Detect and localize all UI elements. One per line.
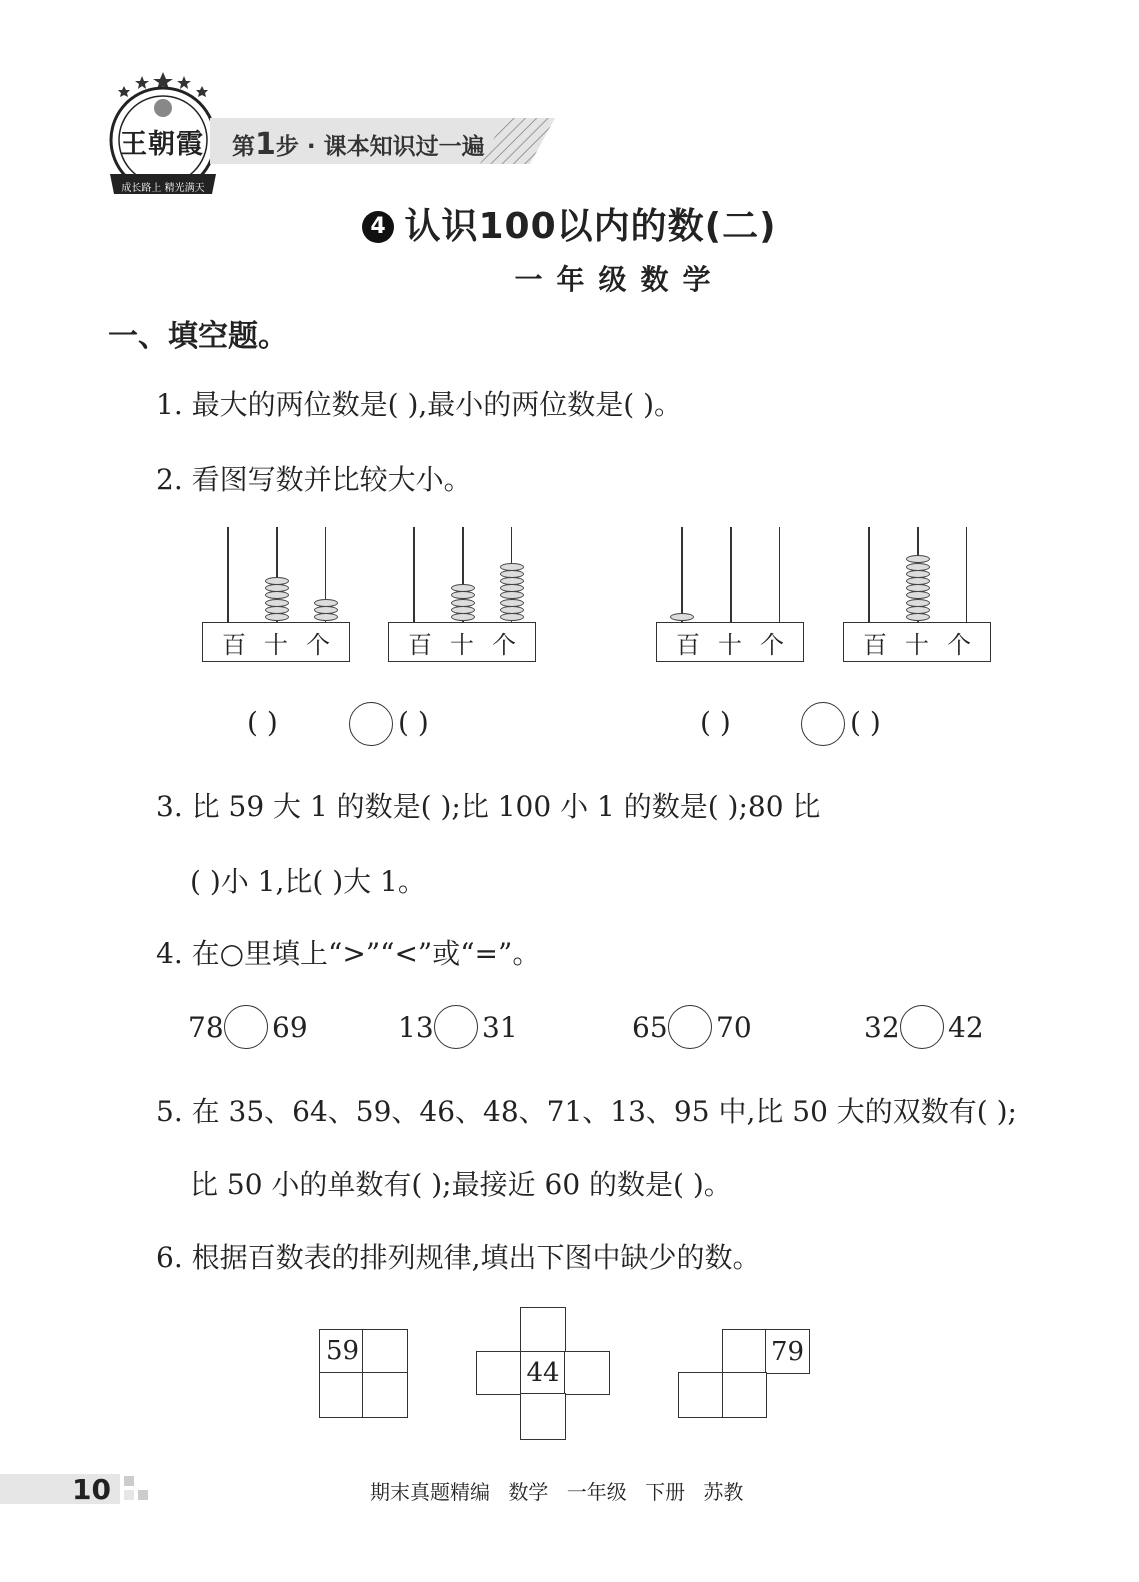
abacus-place-label: 百 [863,630,887,659]
abacus-rod [966,527,968,622]
abacus-bead [314,613,338,621]
abacus-rod [227,527,229,622]
abacus-bead [906,606,930,614]
abacus-place-label: 个 [947,630,971,659]
grid-cell-blank[interactable] [520,1393,566,1440]
abacus-bead [500,599,524,607]
question-6: 6. 根据百数表的排列规律,填出下图中缺少的数。 [156,1241,761,1274]
abacus-frame [202,622,350,662]
compare-right-number: 69 [272,1011,308,1044]
grid-cell-blank[interactable] [678,1372,724,1418]
compare-left-number: 78 [188,1011,224,1044]
grid-cell-blank[interactable] [362,1372,408,1418]
abacus-place-label: 个 [760,630,784,659]
abacus-place-label: 百 [676,630,700,659]
compare-left-blank-1[interactable]: ( ) [247,706,278,739]
abacus-bead [500,606,524,614]
footer-book-info: 期末真题精编 数学 一年级 下册 苏教 [370,1480,744,1504]
abacus-bead [906,591,930,599]
compare-circle-2[interactable] [801,702,845,746]
abacus-bead [265,591,289,599]
question-2: 2. 看图写数并比较大小。 [156,463,472,496]
question-3-line-2: ( )小 1,比( )大 1。 [190,865,426,898]
abacus-place-label: 个 [492,630,516,659]
lesson-subtitle: 一年级数学 [514,263,725,296]
compare-left-number: 65 [632,1011,668,1044]
abacus-bead [451,613,475,621]
logo-motto: 成长路上 精光满天 [121,183,205,194]
compare-right-number: 31 [482,1011,518,1044]
abacus-place-label: 十 [450,630,474,659]
abacus-bead [906,613,930,621]
section-heading: 一、填空题。 [108,319,288,354]
step-number: 1 [255,127,276,162]
abacus-place-label: 个 [306,630,330,659]
compare-circle[interactable] [900,1005,944,1049]
abacus-bead [451,606,475,614]
question-3-line-1: 3. 比 59 大 1 的数是( );比 100 小 1 的数是( );80 比 [156,790,821,823]
page-number: 10 [72,1473,111,1506]
abacus-bead [500,570,524,578]
abacus-bead [451,591,475,599]
abacus-bead [451,599,475,607]
abacus-bead [314,599,338,607]
grid-cell-blank[interactable] [722,1372,767,1418]
question-4: 4. 在○里填上“>”“<”或“=”。 [156,937,541,970]
abacus-place-label: 十 [264,630,288,659]
grid-cell-given: 59 [319,1329,364,1374]
abacus-bead [906,563,930,571]
abacus-frame [656,622,804,662]
compare-left-number: 32 [864,1011,900,1044]
abacus-bead [500,563,524,571]
abacus-bead [906,599,930,607]
abacus-bead [906,555,930,563]
abacus-bead [500,577,524,585]
abacus-bead [500,591,524,599]
abacus-bead [265,606,289,614]
compare-right-blank-1[interactable]: ( ) [398,706,429,739]
question-1: 1. 最大的两位数是( ),最小的两位数是( )。 [156,388,683,421]
grid-cell-blank[interactable] [564,1351,610,1395]
lesson-title [0,198,1139,249]
abacus-place-label: 十 [718,630,742,659]
compare-circle[interactable] [668,1005,712,1049]
abacus-bead [314,606,338,614]
abacus-bead [906,570,930,578]
abacus-frame [388,622,536,662]
compare-right-number: 70 [716,1011,752,1044]
abacus-place-label: 百 [222,630,246,659]
abacus-bead [906,577,930,585]
compare-right-number: 42 [948,1011,984,1044]
abacus-bead [500,584,524,592]
abacus-rod [681,527,683,622]
grid-cell-blank[interactable] [722,1329,767,1374]
grid-cell-given: 79 [765,1329,810,1374]
lesson-title-text: 认识100以内的数(二) [404,206,777,247]
step-suffix: 步 · 课本知识过一遍 [275,134,485,160]
step-prefix: 第 [232,134,255,160]
abacus-bead [500,613,524,621]
abacus-bead [906,584,930,592]
abacus-rod [779,527,781,622]
abacus-rod [413,527,415,622]
compare-circle[interactable] [224,1005,268,1049]
abacus-bead [451,584,475,592]
compare-left-blank-2[interactable]: ( ) [700,706,731,739]
compare-circle[interactable] [434,1005,478,1049]
abacus-rod [868,527,870,622]
logo-name: 王朝霞 [120,129,204,160]
abacus-bead [265,613,289,621]
grid-cell-blank[interactable] [362,1329,408,1374]
grid-cell-blank[interactable] [476,1351,522,1395]
abacus-bead [670,613,694,621]
abacus-place-label: 百 [408,630,432,659]
lesson-number-badge: 4 [362,211,394,243]
grid-cell-blank[interactable] [520,1307,566,1353]
grid-cell-given: 44 [520,1351,566,1395]
compare-right-blank-2[interactable]: ( ) [850,706,881,739]
compare-circle-1[interactable] [349,702,393,746]
abacus-bead [265,599,289,607]
compare-left-number: 13 [398,1011,434,1044]
abacus-bead [265,584,289,592]
grid-cell-blank[interactable] [319,1372,364,1418]
abacus-rod [730,527,732,622]
abacus-frame [843,622,991,662]
step-label [232,127,485,162]
question-5-line-2: 比 50 小的单数有( );最接近 60 的数是( )。 [190,1168,732,1201]
abacus-place-label: 十 [905,630,929,659]
abacus-bead [265,577,289,585]
question-5-line-1: 5. 在 35、64、59、46、48、71、13、95 中,比 50 大的双数有( ); [156,1095,1017,1128]
